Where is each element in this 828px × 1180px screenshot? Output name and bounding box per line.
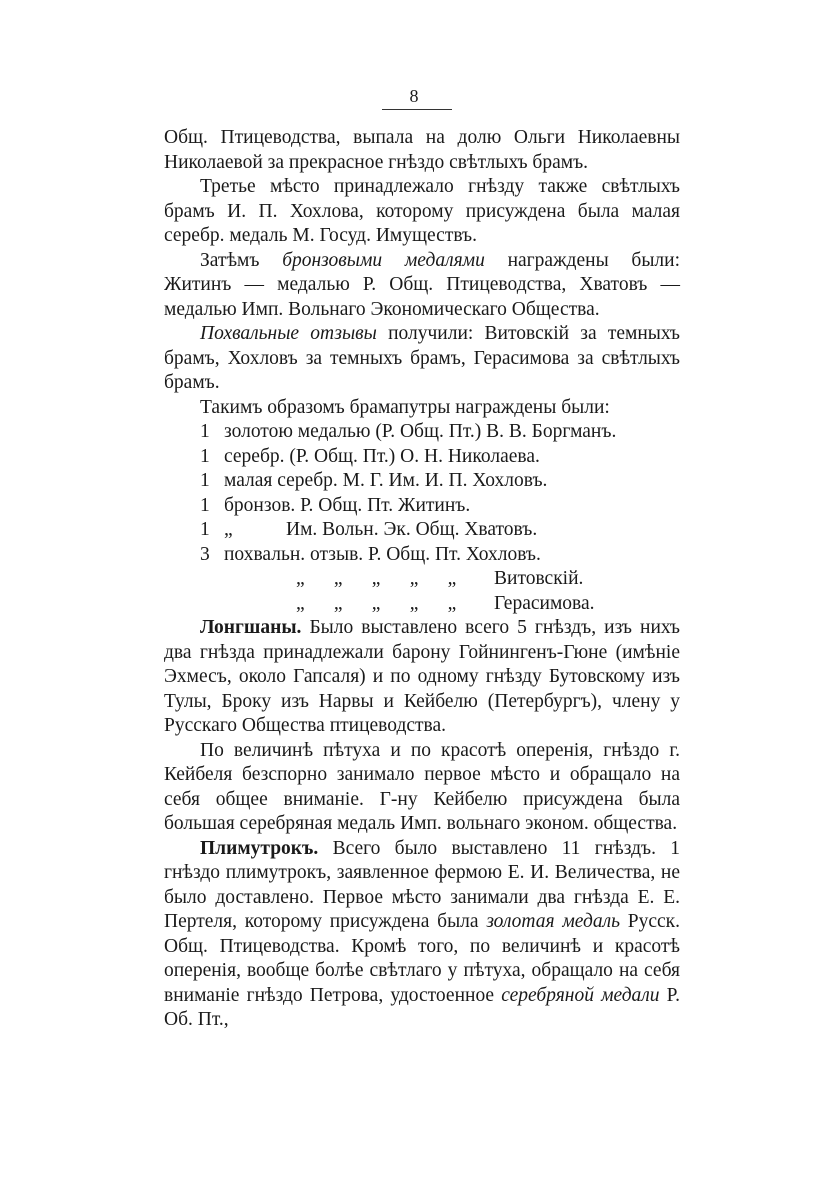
body-text (164, 126, 680, 1033)
paragraph-keibel: По величинѣ пѣтуха и по красотѣ оперенія, гнѣздо г. Кейбеля безспорно занимало первое мѣсто и обращало на себя общее вниманіе. Г-ну Кейбелю присуждена была большая серебряная медаль Имп. вольнаго эконом. общества. (164, 739, 680, 834)
text-run: Всего было выставлено 11 гнѣздъ. 1 гнѣздо плимутрокъ, заявленное фермою Е. И. Величества, не было доставлено. Первое мѣсто занимали два гнѣзда Е. Е. Пертеля, которому присуждена была (164, 837, 680, 932)
ditto-marks: „ „ „ „ „ (296, 568, 457, 589)
awards-list-item (200, 592, 680, 617)
text-run: награждены были: Житинъ — медалью Р. Общ. Птицеводства, Хватовъ — медалью Имп. Вольнаго Экономическаго Общества. (164, 249, 681, 320)
section-heading: Плимутрокъ. (200, 837, 319, 859)
text-run: Затѣмъ (200, 249, 283, 271)
award-text: похвальн. отзыв. Р. Общ. Пт. Хохловъ. (224, 543, 541, 565)
awards-list-item (200, 420, 680, 445)
awards-list-item (200, 494, 680, 519)
italic-phrase: серебряной медали (501, 984, 660, 1006)
award-count: 1 (200, 421, 210, 442)
awards-list-item (200, 445, 680, 470)
paragraph-commendations (164, 322, 680, 396)
award-text: золотою медалью (Р. Общ. Пт.) В. В. Боргманъ. (224, 421, 617, 442)
awards-list-item (200, 567, 680, 592)
award-text: Им. Вольн. Эк. Общ. Хватовъ. (286, 519, 538, 540)
awards-list-item (200, 469, 680, 494)
ditto-mark: „ (224, 519, 233, 540)
award-count: 1 (200, 445, 210, 467)
italic-phrase: золотая медаль (486, 911, 620, 932)
award-text: Витовскій. (494, 568, 584, 589)
award-count: 1 (200, 519, 210, 540)
award-count: 1 (200, 470, 210, 491)
text-run: получили: Витовскій за темныхъ брамъ, Хохловъ за темныхъ брамъ, Герасимова за свѣтлыхъ брамъ. (164, 323, 680, 393)
awards-list-item (200, 518, 680, 543)
paragraph-plymouth-rock (164, 837, 680, 1033)
page-number-rule (382, 109, 452, 110)
paragraph-longshans (164, 616, 680, 739)
text-run: Русск. Общ. Птицеводства. Кромѣ того, по величинѣ и красотѣ оперенія, вообще болѣе свѣтлаго у пѣтуха, обращало на себя вниманіе гнѣздо Петрова, удостоенное (164, 911, 680, 1006)
award-text: бронзов. Р. Общ. Пт. Житинъ. (224, 494, 471, 516)
paragraph-continuation: Общ. Птицеводства, выпала на долю Ольги Николаевны Николаевой за прекрасное гнѣздо свѣтлыхъ брамъ. (164, 127, 680, 173)
text-run: Было выставлено всего 5 гнѣздъ, изъ нихъ два гнѣзда принадлежали барону Гойнингенъ-Гюне (имѣніе Эхмесъ, около Гапсаля) и по одному гнѣзду Бутовскому изъ Тулы, Броку изъ Нарвы и Кейбелю (Петербургъ), члену у Русскаго Общества птицеводства. (164, 617, 680, 736)
italic-phrase: Похвальные отзывы (200, 323, 377, 344)
award-text: серебр. (Р. Общ. Пт.) О. Н. Николаева. (224, 445, 540, 467)
paragraph-summary-intro: Такимъ образомъ брамапутры награждены были: (200, 396, 610, 418)
section-heading: Лонгшаны. (200, 617, 302, 638)
ditto-marks: „ „ „ „ „ (296, 592, 457, 614)
page-number: 8 (409, 86, 419, 106)
awards-list-item (200, 543, 680, 568)
award-count: 3 (200, 543, 210, 565)
text-run: Р. Об. Пт., (164, 984, 680, 1030)
italic-phrase: бронзовыми медалями (282, 249, 485, 271)
awards-list (164, 420, 680, 616)
paragraph-third-place: Третье мѣсто принадлежало гнѣзду также свѣтлыхъ брамъ И. П. Хохлова, которому присуждена была малая серебр. медаль М. Госуд. Имуществъ. (164, 176, 680, 246)
award-text: малая серебр. М. Г. Им. И. П. Хохловъ. (224, 470, 548, 491)
award-text: Герасимова. (494, 592, 595, 614)
award-count: 1 (200, 494, 210, 516)
paragraph-bronze-medals (164, 249, 680, 323)
